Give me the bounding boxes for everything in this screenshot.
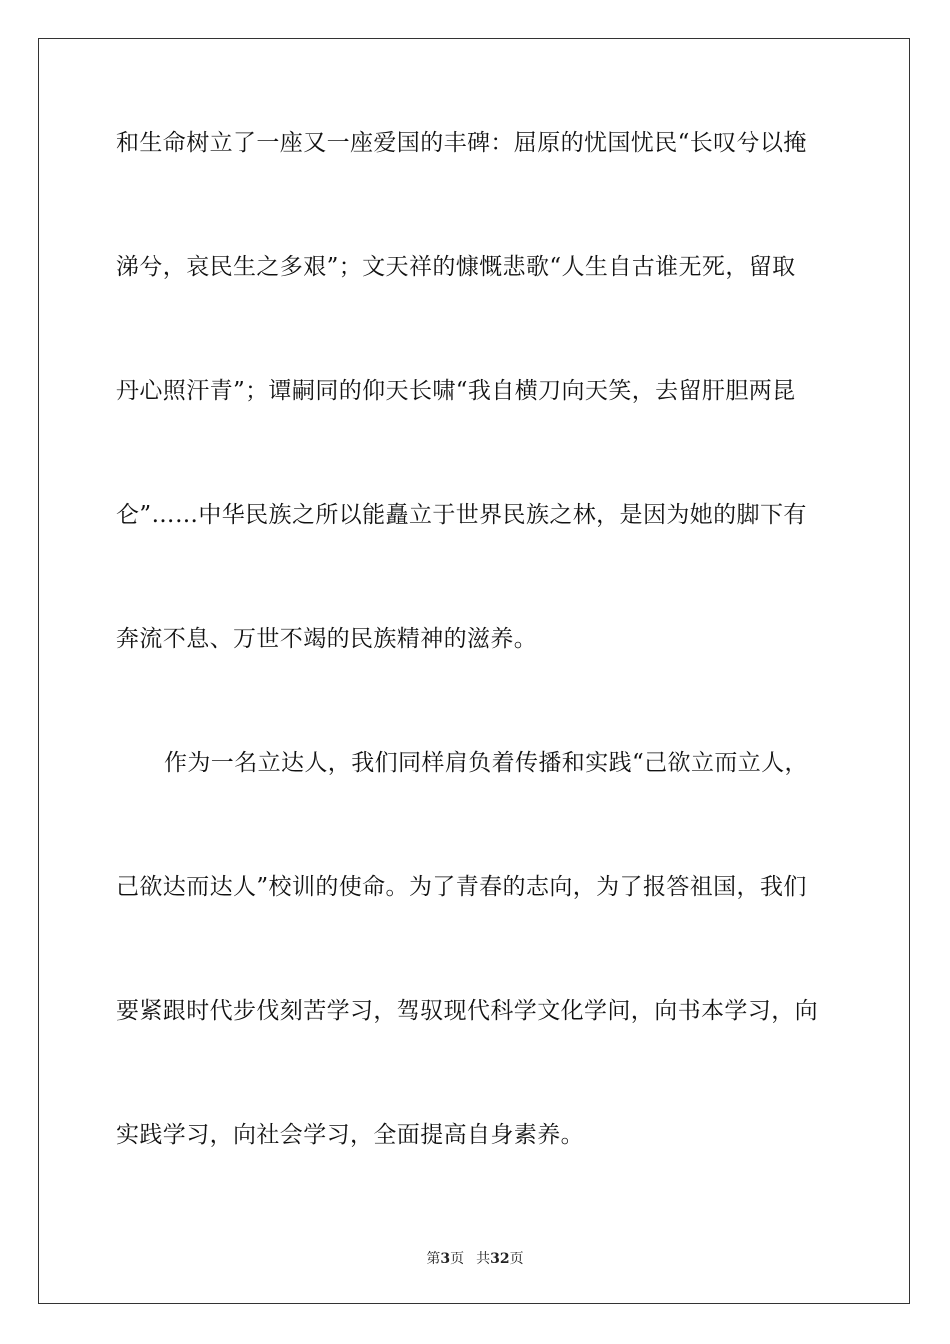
text-line: 己欲达而达人”校训的使命。为了青春的志向，为了报答祖国，我们 — [116, 874, 807, 900]
page-prefix: 第 — [426, 1251, 441, 1267]
text-line: 涕兮，哀民生之多艰”；文天祥的慷慨悲歌“人生自古谁无死，留取 — [116, 254, 796, 280]
text-line: 仑”……中华民族之所以能矗立于世界民族之林，是因为她的脚下有 — [116, 502, 807, 528]
document-body — [116, 130, 832, 1246]
total-prefix: 共 — [476, 1251, 491, 1267]
paragraph-2 — [116, 750, 832, 1148]
page-number: 3 — [440, 1251, 451, 1267]
total-pages: 32 — [490, 1251, 510, 1267]
paragraph-1 — [116, 130, 832, 652]
text-line: 丹心照汗青”；谭嗣同的仰天长啸“我自横刀向天笑，去留肝胆两昆 — [116, 378, 796, 404]
page-suffix: 页 — [450, 1251, 465, 1267]
text-line: 要紧跟时代步伐刻苦学习，驾驭现代科学文化学问，向书本学习，向 — [116, 998, 818, 1024]
page-footer — [0, 1248, 950, 1268]
text-line: 奔流不息、万世不竭的民族精神的滋养。 — [116, 626, 538, 652]
total-suffix: 页 — [509, 1251, 524, 1267]
text-line: 作为一名立达人，我们同样肩负着传播和实践“己欲立而立人， — [164, 750, 808, 776]
text-line: 和生命树立了一座又一座爱国的丰碑：屈原的忧国忧民“长叹兮以掩 — [116, 130, 807, 156]
text-line: 实践学习，向社会学习，全面提高自身素养。 — [116, 1122, 584, 1148]
